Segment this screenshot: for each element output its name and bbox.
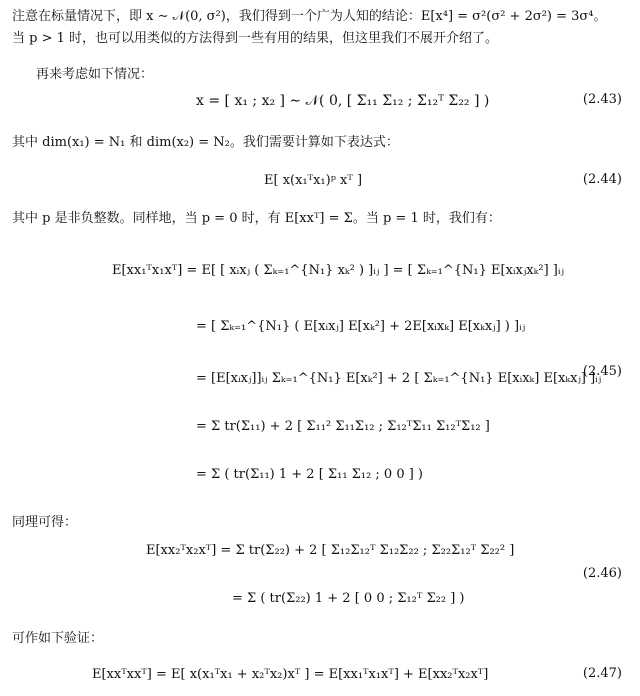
equation-number-2-47: (2.47) <box>582 666 622 681</box>
paragraph-consider: 再来考虑如下情况： <box>36 67 154 82</box>
equation-2-45-line-1: E[xx₁ᵀx₁xᵀ] = E[ [ xᵢxⱼ ( Σₖ₌₁^{N₁} xₖ² ) ]ᵢⱼ ] = [ Σₖ₌₁^{N₁} E[xᵢxⱼxₖ²] ]ᵢⱼ <box>112 263 564 278</box>
equation-number-2-46: (2.46) <box>582 566 622 581</box>
paragraph-verify: 可作如下验证： <box>12 631 104 646</box>
equation-2-46-line-2: = Σ ( tr(Σ₂₂) 1 + 2 [ 0 0 ; Σ₁₂ᵀ Σ₂₂ ] ) <box>232 591 465 606</box>
equation-2-45-line-2: = [ Σₖ₌₁^{N₁} ( E[xᵢxⱼ] E[xₖ²] + 2E[xᵢxₖ] E[xₖxⱼ] ) ]ᵢⱼ <box>196 319 526 334</box>
equation-2-45-line-4: = Σ tr(Σ₁₁) + 2 [ Σ₁₁² Σ₁₁Σ₁₂ ; Σ₁₂ᵀΣ₁₁ Σ₁₂ᵀΣ₁₂ ] <box>196 419 490 434</box>
equation-number-2-43: (2.43) <box>582 92 622 107</box>
equation-2-47: E[xxᵀxxᵀ] = E[ x(x₁ᵀx₁ + x₂ᵀx₂)xᵀ ] = E[xx₁ᵀx₁xᵀ] + E[xx₂ᵀx₂xᵀ] <box>92 667 489 682</box>
equation-2-44: E[ x(x₁ᵀx₁)ᵖ xᵀ ] <box>264 173 363 188</box>
equation-number-2-44: (2.44) <box>582 172 622 187</box>
paragraph-similarly: 同理可得： <box>12 515 78 530</box>
paragraph-dimensions: 其中 dim(x₁) = N₁ 和 dim(x₂) = N₂。我们需要计算如下表达式： <box>12 135 399 150</box>
equation-2-43: x = [ x₁ ; x₂ ] ∼ 𝒩( 0, [ Σ₁₁ Σ₁₂ ; Σ₁₂ᵀ Σ₂₂ ] ) <box>196 93 490 109</box>
paragraph-nonnegative-p: 其中 p 是非负整数。同样地，当 p = 0 时，有 E[xxᵀ] = Σ。当 p = 1 时，我们有： <box>12 211 501 226</box>
equation-2-46-line-1: E[xx₂ᵀx₂xᵀ] = Σ tr(Σ₂₂) + 2 [ Σ₁₂Σ₁₂ᵀ Σ₁₂Σ₂₂ ; Σ₂₂Σ₁₂ᵀ Σ₂₂² ] <box>146 543 515 558</box>
equation-2-45-line-5: = Σ ( tr(Σ₁₁) 1 + 2 [ Σ₁₁ Σ₁₂ ; 0 0 ] ) <box>196 467 424 482</box>
paragraph-p-greater-1: 当 p > 1 时，也可以用类似的方法得到一些有用的结果，但这里我们不展开介绍了。 <box>12 31 499 46</box>
paragraph-scalar-case: 注意在标量情况下，即 x ∼ 𝒩(0, σ²)，我们得到一个广为人知的结论：E[x⁴] = σ²(σ² + 2σ²) = 3σ⁴。 <box>12 9 607 24</box>
equation-number-2-45: (2.45) <box>582 364 622 379</box>
equation-2-45-line-3: = [E[xᵢxⱼ]]ᵢⱼ Σₖ₌₁^{N₁} E[xₖ²] + 2 [ Σₖ₌₁^{N₁} E[xᵢxₖ] E[xₖxⱼ] ]ᵢⱼ <box>196 371 602 386</box>
